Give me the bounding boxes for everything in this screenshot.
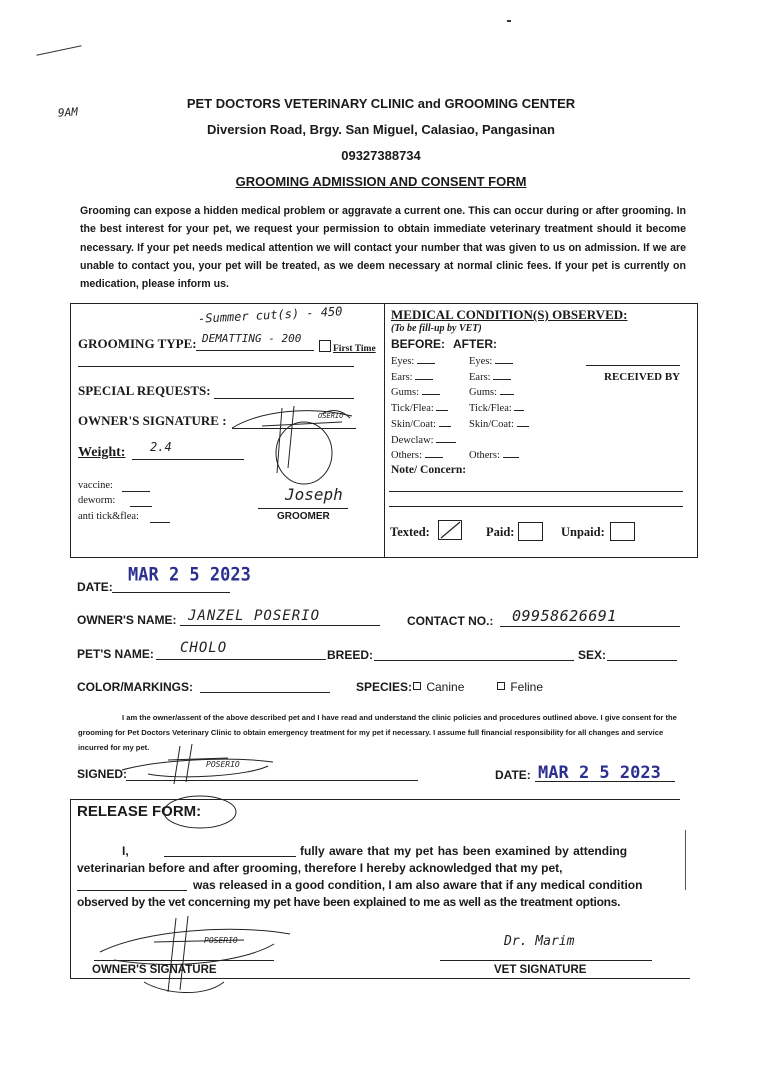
paid-label: Paid: [486, 525, 515, 539]
date-stamp: MAR 2 5 2023 [128, 564, 251, 586]
after-item[interactable]: Skin/Coat: [469, 417, 529, 433]
date-line [112, 592, 230, 593]
deworm-label: deworm: [78, 495, 116, 506]
before-label: BEFORE: [391, 337, 445, 351]
sex-line[interactable] [607, 660, 677, 661]
canine-label: Canine [426, 680, 465, 694]
weight-value[interactable]: 2.4 [150, 440, 172, 454]
release-owner-sig-text: POSERIO [204, 936, 238, 945]
signed-date-label: DATE: [495, 768, 531, 782]
canine-checkbox[interactable] [413, 682, 421, 690]
grooming-extra-line [78, 366, 354, 367]
release-scribble [150, 792, 240, 832]
contact-label: CONTACT NO.: [407, 614, 494, 628]
release-line1: fully aware that my pet has been examined by attending [300, 844, 628, 858]
before-item[interactable]: Tick/Flea: [391, 401, 456, 417]
after-label: AFTER: [453, 337, 497, 351]
owner-name-label: OWNER'S NAME: [77, 613, 177, 627]
after-item[interactable]: Others: [469, 448, 529, 464]
margin-note: 9AM [57, 105, 79, 120]
date-label: DATE: [77, 580, 113, 594]
weight-line [132, 459, 244, 460]
release-title: RELEASE FORM: [77, 803, 202, 820]
species-label: SPECIES: [356, 680, 413, 694]
release-name-line[interactable] [164, 856, 296, 857]
anti-tick-label: anti tick&flea: [78, 511, 139, 522]
vet-sig-line[interactable] [440, 960, 652, 961]
handwritten-summer-cut: -Summer cut(s) - 450 [197, 304, 343, 326]
after-item[interactable]: Gums: [469, 385, 529, 401]
paid-checkbox[interactable] [518, 522, 543, 541]
unpaid-label: Unpaid: [561, 525, 605, 539]
anti-tick-line[interactable] [150, 522, 170, 523]
groomer-name: Joseph [285, 485, 343, 504]
release-line4: observed by the vet concerning my pet have been explained to me as well as the treatment options. [77, 895, 621, 909]
owner-name-value[interactable]: JANZEL POSERIO [188, 608, 321, 624]
canine-option[interactable] [413, 680, 464, 694]
signed-sig-text: POSERIO [206, 760, 240, 769]
feline-label: Feline [510, 680, 544, 694]
signed-signature [118, 740, 278, 788]
received-by-label: RECEIVED BY [604, 371, 681, 383]
release-owner-signature [94, 912, 294, 1002]
signed-date-stamp: MAR 2 5 2023 [538, 763, 661, 783]
received-by-line[interactable] [586, 365, 680, 366]
vet-fill-subtitle: (To be fill-up by VET) [391, 323, 482, 334]
contact-value[interactable]: 09958626691 [512, 607, 617, 625]
pet-name-value[interactable]: CHOLO [180, 640, 228, 656]
release-line3: was released in a good condition, I am also aware that if any medical condition [193, 878, 643, 892]
clinic-address: Diversion Road, Brgy. San Miguel, Calasiao, Pangasinan [207, 122, 555, 137]
release-i-label: I, [122, 844, 129, 858]
clinic-phone: 09327388734 [341, 148, 421, 163]
after-item[interactable]: Tick/Flea: [469, 401, 529, 417]
note-line-1[interactable] [389, 491, 683, 492]
before-item[interactable]: Dewclaw: [391, 433, 456, 449]
owner-signature-sig-text: OSERIO [318, 412, 344, 420]
note-concern-label: Note/ Concern: [391, 464, 467, 476]
pet-name-label: PET'S NAME: [77, 647, 154, 661]
owner-sig-line[interactable] [94, 960, 274, 961]
weight-label: Weight: [78, 445, 126, 460]
color-markings-line[interactable] [200, 692, 330, 693]
groomer-label: GROOMER [277, 511, 330, 522]
feline-option[interactable] [497, 680, 543, 694]
color-markings-label: COLOR/MARKINGS: [77, 680, 193, 694]
sex-label: SEX: [578, 648, 607, 662]
first-time-option[interactable] [319, 340, 376, 354]
unpaid-checkbox[interactable] [610, 522, 635, 541]
after-item [469, 433, 529, 449]
release-pet-line[interactable] [77, 890, 187, 891]
before-item[interactable]: Gums: [391, 385, 456, 401]
contact-line [500, 626, 680, 627]
pet-name-line [156, 659, 326, 660]
grooming-type-line [196, 350, 314, 351]
release-line2: veterinarian before and after grooming, therefore I hereby acknowledged that my pet, [77, 861, 563, 875]
owner-name-line [180, 625, 380, 626]
consent-paragraph: I am the owner/assent of the above described pet and I have read and understand the clinic policies and procedures outlined above. I give consent for the grooming for Pet Doctors Veterinary Clinic to obtain emergency treatment for my pet if necessary. I assume full financial responsibility for all changes and service incurred for my pet. [78, 713, 677, 752]
scan-mark-top [36, 45, 81, 56]
vaccine-line[interactable] [122, 491, 150, 492]
panel-divider [384, 303, 385, 557]
texted-checkbox[interactable] [438, 520, 462, 540]
scan-dot [507, 20, 511, 22]
vet-sig-label: VET SIGNATURE [494, 964, 587, 976]
clinic-name: PET DOCTORS VETERINARY CLINIC and GROOMING CENTER [186, 96, 576, 111]
after-item[interactable]: Ears: [469, 370, 529, 386]
grooming-type-label: GROOMING TYPE: [78, 336, 197, 351]
special-requests-label: SPECIAL REQUESTS: [78, 383, 211, 398]
before-items [391, 354, 456, 464]
owner-signature-label: OWNER'S SIGNATURE : [78, 413, 227, 428]
release-left-border [70, 799, 71, 979]
vaccine-label: vaccine: [78, 480, 113, 491]
after-items [469, 354, 529, 464]
deworm-line[interactable] [130, 506, 152, 507]
groomer-line [258, 508, 348, 509]
after-item[interactable]: Eyes: [469, 354, 529, 370]
first-time-checkbox[interactable] [319, 340, 331, 352]
intro-paragraph: Grooming can expose a hidden medical problem or aggravate a current one. This can occur during or after grooming. In the best interest for your pet, we request your permission to obtain immediate veterinary treatment should it become necessary. If your pet needs medical attention we will contact your number that was given to us on admission. If we are unable to contact you, your pet will be treated, as we deem necessary at normal clinic fees. If your pet is currently on medication, please inform us. [80, 205, 686, 291]
texted-label: Texted: [390, 525, 430, 539]
texted-check-mark [439, 521, 461, 539]
signed-label: SIGNED: [77, 767, 128, 781]
before-item[interactable]: Others: [391, 448, 456, 464]
release-right-border [685, 830, 686, 890]
note-line-2[interactable] [389, 506, 683, 507]
breed-label: BREED: [327, 648, 374, 662]
feline-checkbox[interactable] [497, 682, 505, 690]
vet-signature: Dr. Marim [504, 934, 575, 949]
grooming-type-value[interactable]: DEMATTING - 200 [202, 332, 302, 345]
before-item[interactable]: Ears: [391, 370, 456, 386]
breed-line[interactable] [374, 660, 574, 661]
owner-sig-label: OWNER'S SIGNATURE [92, 964, 217, 976]
before-item[interactable]: Eyes: [391, 354, 456, 370]
first-time-label: First Time [333, 344, 376, 354]
medical-condition-title: MEDICAL CONDITION(S) OBSERVED: [391, 307, 628, 322]
before-item[interactable]: Skin/Coat: [391, 417, 456, 433]
form-title: GROOMING ADMISSION AND CONSENT FORM [235, 174, 527, 189]
